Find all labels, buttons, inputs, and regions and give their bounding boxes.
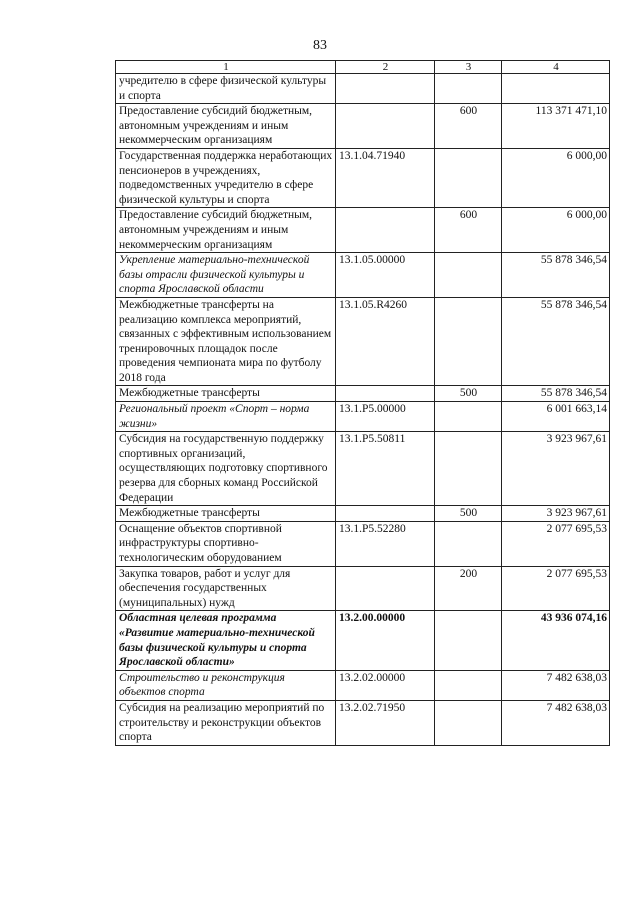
row-amount-cell: 7 482 638,03 [502,670,610,700]
row-name-cell: Оснащение объектов спортивной инфраструктуры спортивно-технологическим оборудованием [116,521,336,566]
row-code-cell: 13.1.04.71940 [336,148,435,207]
row-amount-cell: 6 000,00 [502,148,610,207]
row-type-cell [435,253,502,298]
table-row [116,148,610,207]
table-row [116,566,610,611]
row-amount-cell: 6 001 663,14 [502,402,610,432]
table-row [116,521,610,566]
row-type-cell [435,74,502,104]
row-amount-cell [502,74,610,104]
row-amount-cell: 43 936 074,16 [502,611,610,670]
row-name-cell: Предоставление субсидий бюджетным, автономным учреждениям и иным некоммерческим организациям [116,208,336,253]
row-name-cell: Укрепление материально-технической базы отрасли физической культуры и спорта Ярославской области [116,253,336,298]
row-amount-cell: 3 923 967,61 [502,432,610,506]
table-row [116,432,610,506]
table-row [116,700,610,745]
row-code-cell [336,208,435,253]
row-type-cell [435,670,502,700]
row-code-cell: 13.1.P5.52280 [336,521,435,566]
row-name-cell: учредителю в сфере физической культуры и спорта [116,74,336,104]
row-type-cell: 200 [435,566,502,611]
column-header: 1 [116,61,336,74]
row-type-cell: 600 [435,104,502,149]
row-name-cell: Региональный проект «Спорт – норма жизни» [116,402,336,432]
row-name-cell: Строительство и реконструкция объектов спорта [116,670,336,700]
row-type-cell [435,402,502,432]
row-type-cell: 500 [435,506,502,522]
row-amount-cell: 3 923 967,61 [502,506,610,522]
column-header: 3 [435,61,502,74]
row-amount-cell: 55 878 346,54 [502,297,610,386]
row-code-cell: 13.2.02.00000 [336,670,435,700]
table-row [116,208,610,253]
row-name-cell: Межбюджетные трансферты на реализацию комплекса мероприятий, связанных с эффективным использованием тренировочных площадок после проведения чемпионата мира по футболу 2018 года [116,297,336,386]
row-type-cell [435,521,502,566]
row-name-cell: Закупка товаров, работ и услуг для обеспечения государственных (муниципальных) нужд [116,566,336,611]
row-name-cell: Межбюджетные трансферты [116,386,336,402]
row-code-cell: 13.1.05.00000 [336,253,435,298]
page-number: 83 [313,38,327,53]
budget-table [115,60,610,746]
row-amount-cell: 55 878 346,54 [502,253,610,298]
row-amount-cell: 7 482 638,03 [502,700,610,745]
row-amount-cell: 113 371 471,10 [502,104,610,149]
table-row [116,670,610,700]
row-type-cell: 500 [435,386,502,402]
table-row [116,386,610,402]
table-row [116,297,610,386]
row-name-cell: Межбюджетные трансферты [116,506,336,522]
table-row [116,253,610,298]
row-type-cell [435,297,502,386]
row-code-cell: 13.2.00.00000 [336,611,435,670]
table-row [116,74,610,104]
row-type-cell [435,148,502,207]
row-code-cell: 13.2.02.71950 [336,700,435,745]
table-header-row [116,61,610,74]
row-code-cell [336,506,435,522]
table-row [116,611,610,670]
row-code-cell [336,104,435,149]
table-row [116,402,610,432]
row-amount-cell: 6 000,00 [502,208,610,253]
row-code-cell [336,566,435,611]
row-type-cell [435,432,502,506]
row-amount-cell: 2 077 695,53 [502,566,610,611]
row-code-cell: 13.1.P5.00000 [336,402,435,432]
row-type-cell [435,700,502,745]
row-name-cell: Предоставление субсидий бюджетным, автономным учреждениям и иным некоммерческим организациям [116,104,336,149]
row-code-cell [336,74,435,104]
row-amount-cell: 55 878 346,54 [502,386,610,402]
row-code-cell: 13.1.P5.50811 [336,432,435,506]
column-header: 2 [336,61,435,74]
row-name-cell: Субсидия на государственную поддержку спортивных организаций, осуществляющих подготовку спортивного резерва для сборных команд Российской Федерации [116,432,336,506]
row-amount-cell: 2 077 695,53 [502,521,610,566]
row-code-cell: 13.1.05.R4260 [336,297,435,386]
row-name-cell: Областная целевая программа «Развитие материально-технической базы физической культуры и спорта Ярославской области» [116,611,336,670]
row-name-cell: Субсидия на реализацию мероприятий по строительству и реконструкции объектов спорта [116,700,336,745]
row-code-cell [336,386,435,402]
row-type-cell: 600 [435,208,502,253]
table-row [116,506,610,522]
row-type-cell [435,611,502,670]
table-row [116,104,610,149]
column-header: 4 [502,61,610,74]
row-name-cell: Государственная поддержка неработающих пенсионеров в учреждениях, подведомственных учредителю в сфере физической культуры и спорта [116,148,336,207]
